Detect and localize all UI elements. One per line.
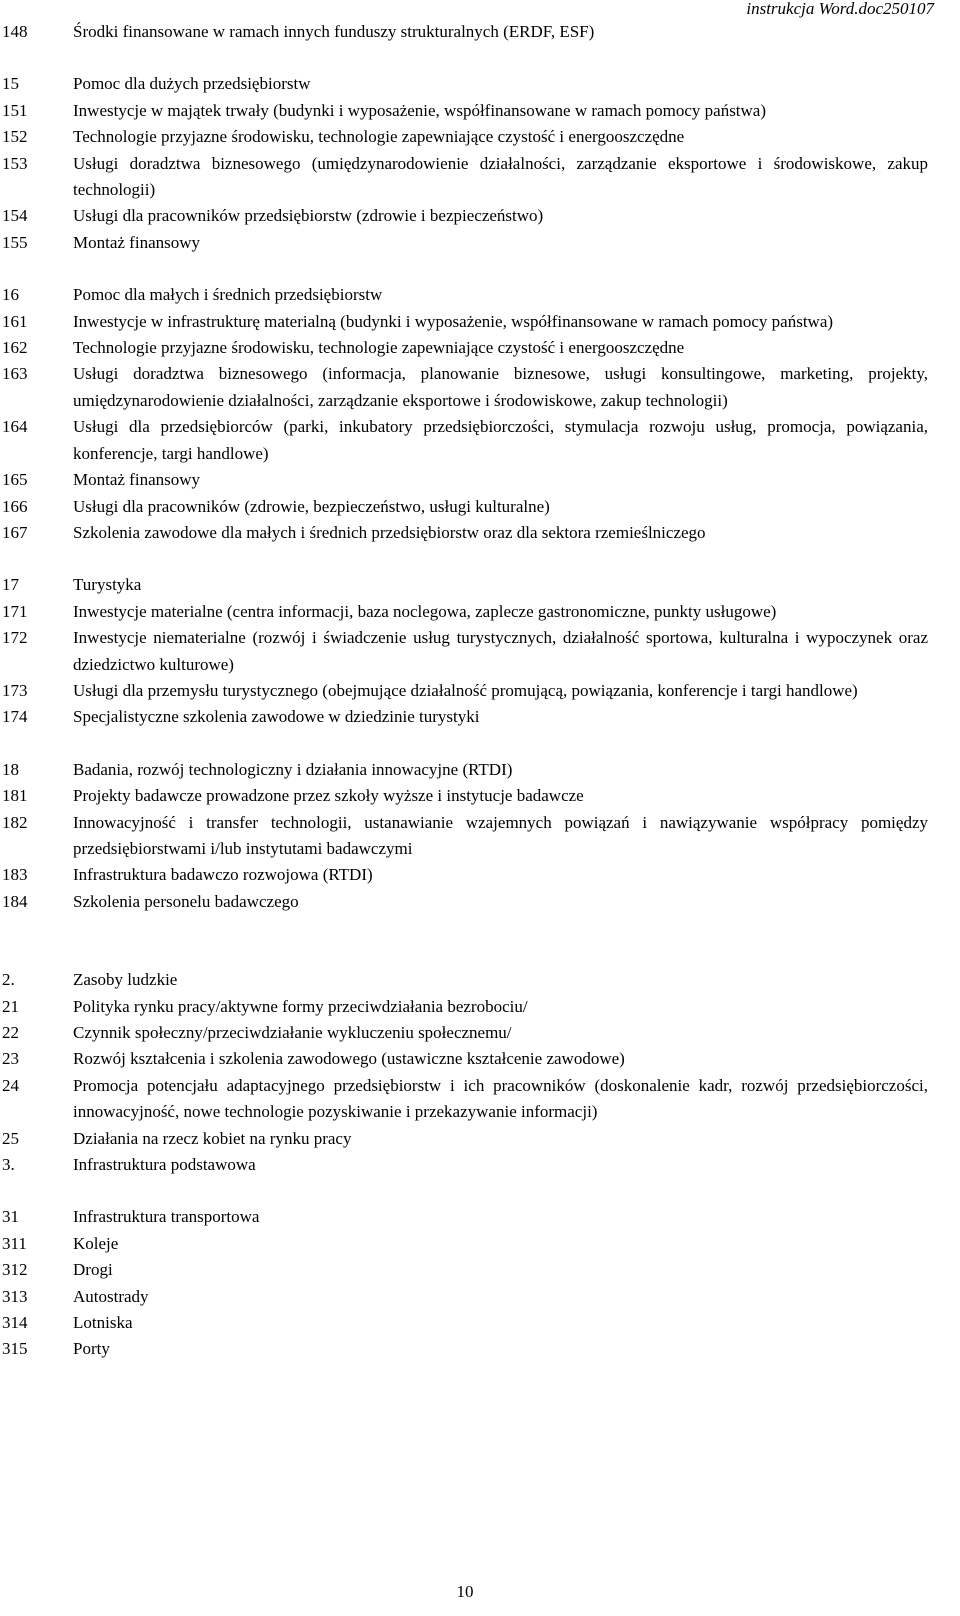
entry-text: Szkolenia zawodowe dla małych i średnich przedsiębiorstw oraz dla sektora rzemieślniczego bbox=[73, 522, 706, 542]
entry-text: Drogi bbox=[73, 1260, 113, 1280]
entry-text: Działania na rzecz kobiet na rynku pracy bbox=[73, 1128, 352, 1148]
entry-code: 174 bbox=[2, 707, 28, 727]
list-item bbox=[0, 625, 960, 678]
entry-code: 313 bbox=[2, 1286, 28, 1306]
entry-code: 172 bbox=[2, 628, 28, 648]
list-item bbox=[0, 361, 960, 414]
entry-code: 21 bbox=[2, 996, 19, 1016]
entry-code: 24 bbox=[2, 1075, 19, 1095]
entry-group bbox=[0, 71, 960, 256]
entry-code: 314 bbox=[2, 1313, 28, 1333]
list-item bbox=[0, 124, 960, 150]
list-item bbox=[0, 1073, 960, 1126]
entry-text: Koleje bbox=[73, 1233, 119, 1253]
entry-text: Środki finansowane w ramach innych funduszy strukturalnych (ERDF, ESF) bbox=[73, 22, 595, 41]
list-item bbox=[0, 967, 960, 993]
entry-text: Inwestycje w infrastrukturę materialną (budynki i wyposażenie, współfinansowane w ramach pomocy państwa) bbox=[73, 311, 834, 331]
entry-code: 3. bbox=[2, 1155, 15, 1175]
entry-code: 173 bbox=[2, 680, 28, 700]
entry-code: 183 bbox=[2, 865, 28, 885]
entry-code: 184 bbox=[2, 891, 28, 911]
entry-text: Pomoc dla małych i średnich przedsiębiorstw bbox=[73, 285, 383, 305]
entry-code: 31 bbox=[2, 1207, 19, 1227]
entry-text: Infrastruktura transportowa bbox=[73, 1207, 260, 1227]
entry-text: Usługi dla przemysłu turystycznego (obejmujące działalność promującą, powiązania, konferencje i targi handlowe) bbox=[73, 680, 858, 700]
entry-group bbox=[0, 282, 960, 546]
entry-text: Infrastruktura badawczo rozwojowa (RTDI) bbox=[73, 865, 373, 885]
entry-code: 23 bbox=[2, 1049, 19, 1069]
page-number: 10 bbox=[456, 1582, 474, 1601]
entry-text: Porty bbox=[73, 1339, 110, 1359]
entry-text: Turystyka bbox=[73, 575, 142, 595]
group-spacer bbox=[0, 256, 960, 282]
list-item bbox=[0, 151, 960, 204]
entry-code: 154 bbox=[2, 206, 28, 226]
list-item bbox=[0, 862, 960, 888]
list-item bbox=[0, 1020, 960, 1046]
entry-text: Usługi doradztwa biznesowego (informacja, planowanie biznesowe, usługi konsultingowe, marketing, projekty, umiędzynarodowienie działalności, zarządzanie eksportowe i środowiskowe, zakup technologii) bbox=[73, 364, 928, 410]
list-item bbox=[0, 494, 960, 520]
list-item bbox=[0, 889, 960, 915]
group-spacer bbox=[0, 546, 960, 572]
entry-text: Rozwój kształcenia i szkolenia zawodowego (ustawiczne kształcenie zawodowe) bbox=[73, 1049, 625, 1069]
entry-text: Badania, rozwój technologiczny i działania innowacyjne (RTDI) bbox=[73, 759, 513, 779]
list-item bbox=[0, 335, 960, 361]
entry-code: 315 bbox=[2, 1339, 28, 1359]
list-item bbox=[0, 1126, 960, 1152]
entry-text: Montaż finansowy bbox=[73, 470, 201, 490]
entry-text: Polityka rynku pracy/aktywne formy przeciwdziałania bezrobociu/ bbox=[73, 996, 528, 1016]
list-item bbox=[0, 71, 960, 97]
entry-text: Infrastruktura podstawowa bbox=[73, 1155, 256, 1175]
entry-text: Projekty badawcze prowadzone przez szkoły wyższe i instytucje badawcze bbox=[73, 786, 584, 806]
list-item bbox=[0, 1284, 960, 1310]
entry-code: 312 bbox=[2, 1260, 28, 1280]
entry-text: Pomoc dla dużych przedsiębiorstw bbox=[73, 74, 311, 94]
entry-code: 17 bbox=[2, 575, 19, 595]
document-header: instrukcja Word.doc250107 bbox=[746, 0, 934, 18]
list-item bbox=[0, 783, 960, 809]
code-list bbox=[0, 19, 960, 1363]
group-spacer bbox=[0, 915, 960, 967]
list-item bbox=[0, 282, 960, 308]
list-item bbox=[0, 414, 960, 467]
group-spacer bbox=[0, 45, 960, 71]
entry-text: Inwestycje niematerialne (rozwój i świadczenie usług turystycznych, działalność sportowa, kulturalna i wypoczynek oraz dziedzictwo kulturowe) bbox=[73, 628, 928, 674]
list-item bbox=[0, 309, 960, 335]
entry-code: 164 bbox=[2, 417, 28, 437]
entry-code: 165 bbox=[2, 470, 28, 490]
list-item bbox=[0, 994, 960, 1020]
list-item bbox=[0, 678, 960, 704]
entry-code: 16 bbox=[2, 285, 19, 305]
entry-code: 25 bbox=[2, 1128, 19, 1148]
entry-text: Lotniska bbox=[73, 1313, 133, 1333]
list-item bbox=[0, 1257, 960, 1283]
entry-code: 22 bbox=[2, 1023, 19, 1042]
list-item bbox=[0, 203, 960, 229]
list-item bbox=[0, 572, 960, 598]
entry-group bbox=[0, 757, 960, 915]
entry-code: 153 bbox=[2, 153, 28, 173]
entry-code: 163 bbox=[2, 364, 28, 384]
entry-code: 162 bbox=[2, 338, 28, 358]
entry-group bbox=[0, 967, 960, 1178]
entry-text: Usługi dla przedsiębiorców (parki, inkubatory przedsiębiorczości, stymulacja rozwoju usług, promocja, powiązania, konferencje, targi handlowe) bbox=[73, 417, 928, 463]
entry-code: 152 bbox=[2, 127, 28, 147]
list-item bbox=[0, 1046, 960, 1072]
list-item bbox=[0, 1336, 960, 1362]
entry-text: Inwestycje w majątek trwały (budynki i wyposażenie, współfinansowane w ramach pomocy państwa) bbox=[73, 100, 767, 120]
entry-text: Promocja potencjału adaptacyjnego przedsiębiorstw i ich pracowników (doskonalenie kadr, rozwój przedsiębiorczości, innowacyjność, nowe technologie pozyskiwanie i przekazywanie informacji) bbox=[73, 1075, 928, 1122]
entry-code: 181 bbox=[2, 786, 28, 806]
entry-code: 15 bbox=[2, 74, 19, 94]
entry-code: 171 bbox=[2, 601, 28, 621]
group-spacer bbox=[0, 731, 960, 757]
entry-code: 18 bbox=[2, 759, 19, 779]
entry-code: 311 bbox=[2, 1233, 27, 1253]
list-item bbox=[0, 1204, 960, 1230]
entry-code: 161 bbox=[2, 311, 28, 331]
entry-code: 2. bbox=[2, 970, 15, 990]
entry-text: Specjalistyczne szkolenia zawodowe w dziedzinie turystyki bbox=[73, 707, 480, 727]
entry-text: Technologie przyjazne środowisku, technologie zapewniające czystość i energooszczędne bbox=[73, 338, 685, 358]
entry-code: 166 bbox=[2, 496, 28, 516]
list-item bbox=[0, 520, 960, 546]
entry-code: 182 bbox=[2, 812, 28, 832]
entry-text: Inwestycje materialne (centra informacji, baza noclegowa, zaplecze gastronomiczne, punkty usługowe) bbox=[73, 601, 777, 621]
list-item bbox=[0, 757, 960, 783]
entry-text: Usługi doradztwa biznesowego (umiędzynarodowienie działalności, zarządzanie eksportowe i środowiskowe, zakup technologii) bbox=[73, 153, 928, 200]
list-item bbox=[0, 1152, 960, 1178]
list-item bbox=[0, 467, 960, 493]
entry-text: Innowacyjność i transfer technologii, ustanawianie wzajemnych powiązań i nawiązywanie współpracy pomiędzy przedsiębiorstwami i/lub instytutami badawczymi bbox=[73, 812, 928, 858]
list-item bbox=[0, 230, 960, 256]
list-item bbox=[0, 599, 960, 625]
entry-code: 148 bbox=[2, 22, 28, 41]
list-item bbox=[0, 1310, 960, 1336]
entry-text: Czynnik społeczny/przeciwdziałanie wykluczeniu społecznemu/ bbox=[73, 1023, 512, 1042]
entry-group bbox=[0, 19, 960, 45]
entry-text: Technologie przyjazne środowisku, technologie zapewniające czystość i energooszczędne bbox=[73, 127, 685, 147]
entry-group bbox=[0, 572, 960, 730]
entry-group bbox=[0, 1204, 960, 1362]
list-item bbox=[0, 19, 960, 45]
entry-text: Montaż finansowy bbox=[73, 232, 201, 252]
entry-text: Usługi dla pracowników (zdrowie, bezpieczeństwo, usługi kulturalne) bbox=[73, 496, 550, 516]
entry-code: 151 bbox=[2, 100, 28, 120]
entry-text: Autostrady bbox=[73, 1286, 149, 1306]
entry-code: 155 bbox=[2, 232, 28, 252]
entry-text: Usługi dla pracowników przedsiębiorstw (zdrowie i bezpieczeństwo) bbox=[73, 206, 544, 226]
entry-code: 167 bbox=[2, 522, 28, 542]
list-item bbox=[0, 1231, 960, 1257]
group-spacer bbox=[0, 1178, 960, 1204]
list-item bbox=[0, 810, 960, 863]
list-item bbox=[0, 98, 960, 124]
entry-text: Zasoby ludzkie bbox=[73, 970, 178, 990]
entry-text: Szkolenia personelu badawczego bbox=[73, 891, 299, 911]
list-item bbox=[0, 704, 960, 730]
